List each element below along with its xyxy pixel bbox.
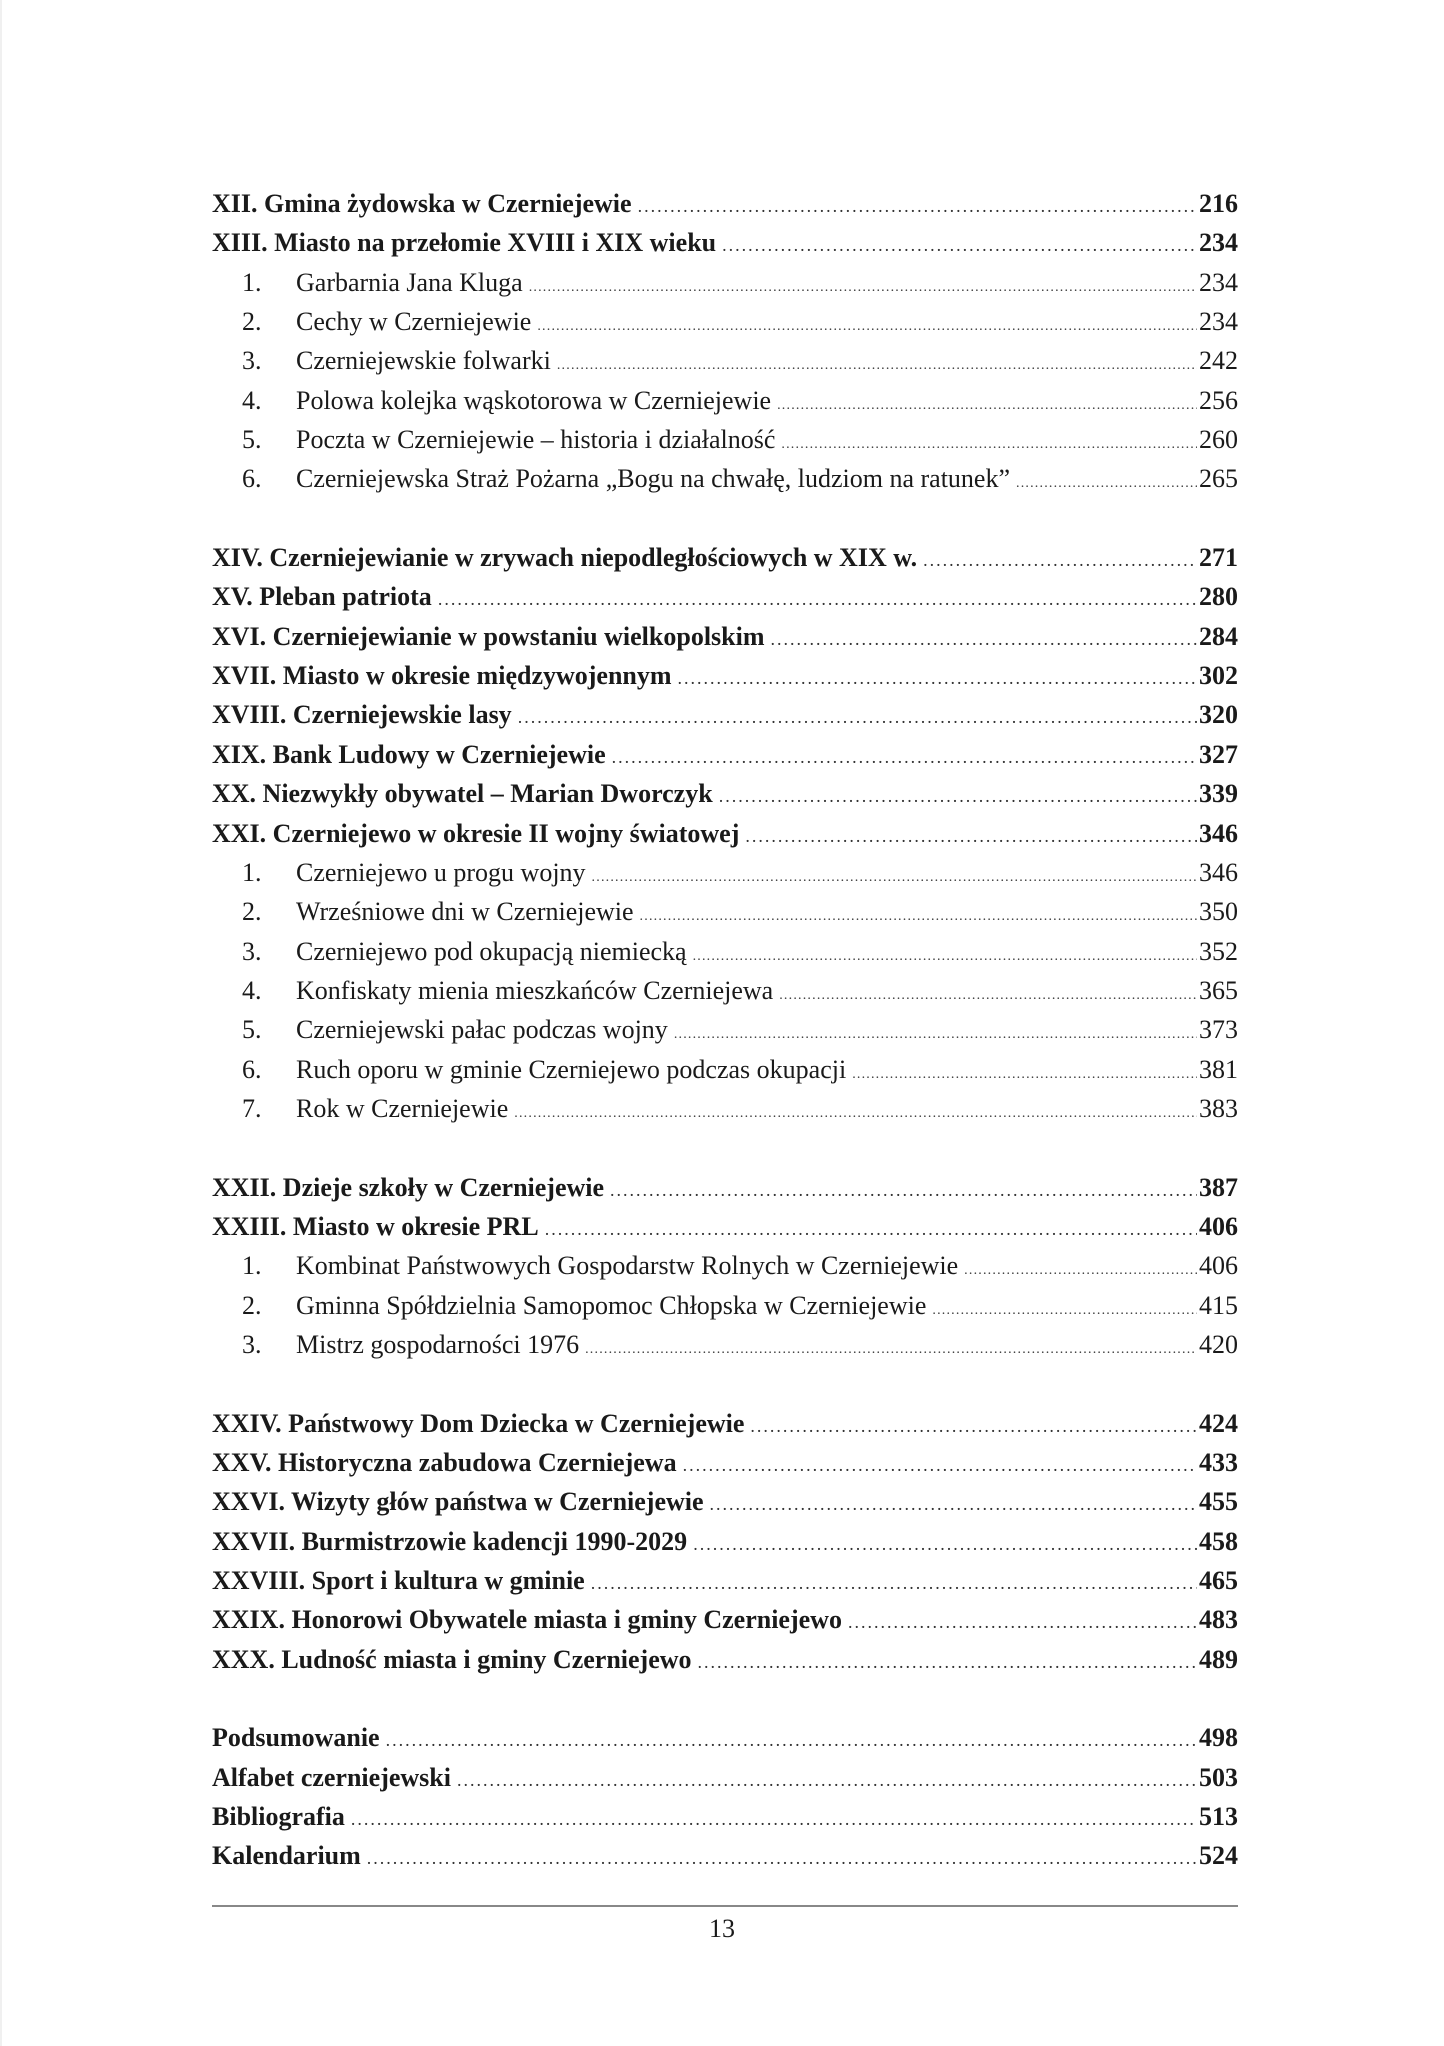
entry-title: XII. Gmina żydowska w Czerniejewie [212, 189, 632, 218]
page-number: 13 [709, 1914, 735, 1943]
entry-page-number: 465 [1199, 1566, 1238, 1596]
dot-leader [585, 1330, 1197, 1369]
entry-page-number: 339 [1199, 779, 1238, 809]
toc-chapter-entry[interactable] [212, 814, 1238, 853]
toc-chapter-entry[interactable] [212, 1600, 1238, 1639]
entry-page-number: 458 [1199, 1526, 1238, 1556]
dot-leader [640, 897, 1197, 936]
entry-page-number: 415 [1199, 1290, 1238, 1320]
entry-title: Czerniejewo u progu wojny [296, 857, 586, 887]
dot-leader [592, 858, 1197, 897]
entry-index: 6. [242, 1054, 262, 1084]
toc-chapter-entry[interactable] [212, 1640, 1238, 1679]
entry-index: 5. [242, 1015, 262, 1045]
entry-title: XXVIII. Sport i kultura w gminie [212, 1566, 585, 1596]
entry-index: 3. [242, 1329, 262, 1359]
dot-leader [591, 1564, 1197, 1603]
entry-title: XXV. Historyczna zabudowa Czerniejewa [212, 1448, 677, 1477]
entry-page-number: 256 [1199, 385, 1238, 415]
toc-chapter-entry[interactable] [212, 538, 1238, 577]
toc-chapter-entry[interactable] [212, 1758, 1238, 1797]
toc-subsection-entry[interactable] [212, 459, 1238, 498]
dot-leader [964, 1251, 1197, 1290]
entry-title: Konfiskaty mienia mieszkańców Czerniejewa [296, 975, 774, 1005]
entry-page-number: 271 [1199, 543, 1238, 573]
entry-title: XVII. Miasto w okresie międzywojennym [212, 661, 672, 691]
dot-leader [518, 698, 1197, 737]
dot-leader [852, 1055, 1197, 1094]
entry-page-number: 350 [1199, 897, 1238, 927]
dot-leader [771, 620, 1197, 659]
dot-leader [719, 777, 1197, 816]
entry-page-number: 424 [1199, 1408, 1238, 1438]
entry-page-number: 383 [1199, 1093, 1238, 1123]
toc-subsection-entry[interactable] [212, 1286, 1238, 1325]
dot-leader [779, 976, 1197, 1015]
entry-title: XXVII. Burmistrzowie kadencji 1990-2029 [212, 1526, 688, 1556]
dot-leader [722, 226, 1197, 265]
entry-index: 6. [242, 464, 262, 494]
entry-page-number: 489 [1199, 1644, 1238, 1674]
entry-page-number: 216 [1199, 189, 1238, 218]
entry-index: 2. [242, 307, 262, 337]
toc-chapter-entry[interactable] [212, 184, 1238, 223]
entry-title: Rok w Czerniejewie [296, 1093, 509, 1123]
entry-page-number: 260 [1199, 425, 1238, 455]
group-spacer [212, 1679, 1238, 1718]
toc-chapter-entry[interactable] [212, 1836, 1238, 1875]
entry-title: XXIX. Honorowi Obywatele miasta i gminy Czerniejewo [212, 1605, 842, 1635]
toc-subsection-entry[interactable] [212, 971, 1238, 1010]
entry-index: 4. [242, 385, 262, 415]
entry-title: XIV. Czerniejewianie w zrywach niepodległościowych w XIX w. [212, 543, 918, 573]
entry-index: 2. [242, 897, 262, 927]
entry-title: XXX. Ludność miasta i gminy Czerniejewo [212, 1644, 692, 1674]
dot-leader [557, 346, 1197, 385]
toc-chapter-entry[interactable] [212, 1797, 1238, 1836]
toc-subsection-entry[interactable] [212, 1010, 1238, 1049]
dot-leader [848, 1603, 1197, 1642]
entry-title: Kalendarium [212, 1841, 361, 1871]
dot-leader [638, 187, 1197, 226]
entry-title: Bibliografia [212, 1802, 345, 1832]
entry-title: XIII. Miasto na przełomie XVIII i XIX wieku [212, 228, 717, 258]
toc-chapter-entry[interactable] [212, 656, 1238, 695]
entry-page-number: 327 [1199, 739, 1238, 769]
entry-index: 3. [242, 936, 262, 966]
entry-title: Czerniejewska Straż Pożarna „Bogu na chwałę, ludziom na ratunek” [296, 464, 1010, 494]
entry-title: XXIII. Miasto w okresie PRL [212, 1211, 539, 1241]
entry-page-number: 433 [1199, 1448, 1238, 1477]
table-of-contents [212, 184, 1238, 1876]
dot-leader [745, 817, 1197, 856]
toc-chapter-entry[interactable] [212, 1168, 1238, 1207]
entry-title: Wrześniowe dni w Czerniejewie [296, 897, 634, 927]
entry-page-number: 381 [1199, 1054, 1238, 1084]
entry-page-number: 265 [1199, 464, 1238, 494]
dot-leader [693, 1525, 1197, 1564]
entry-title: Poczta w Czerniejewie – historia i działalność [296, 425, 776, 455]
entry-page-number: 234 [1199, 228, 1238, 258]
entry-title: Mistrz gospodarności 1976 [296, 1329, 580, 1359]
entry-page-number: 513 [1199, 1802, 1238, 1832]
entry-page-number: 234 [1199, 267, 1238, 297]
toc-chapter-entry[interactable] [212, 1718, 1238, 1757]
entry-page-number: 346 [1199, 818, 1238, 848]
entry-index: 5. [242, 425, 262, 455]
entry-page-number: 365 [1199, 975, 1238, 1005]
toc-subsection-entry[interactable] [212, 1246, 1238, 1285]
dot-leader [1016, 464, 1197, 503]
entry-page-number: 320 [1199, 700, 1238, 730]
toc-subsection-entry[interactable] [212, 420, 1238, 459]
toc-subsection-entry[interactable] [212, 341, 1238, 380]
group-spacer [212, 1364, 1238, 1403]
entry-title: XXIV. Państwowy Dom Dziecka w Czerniejewie [212, 1408, 745, 1438]
entry-page-number: 302 [1199, 661, 1238, 691]
footer-rule [212, 1905, 1238, 1907]
entry-page-number: 524 [1199, 1841, 1238, 1871]
entry-index: 4. [242, 975, 262, 1005]
entry-title: Czerniejewskie folwarki [296, 346, 551, 376]
entry-title: XXII. Dzieje szkoły w Czerniejewie [212, 1172, 605, 1202]
dot-leader [693, 937, 1197, 976]
toc-chapter-entry[interactable] [212, 695, 1238, 734]
entry-title: Cechy w Czerniejewie [296, 307, 532, 337]
entry-index: 7. [242, 1093, 262, 1123]
entry-title: Gminna Spółdzielnia Samopomoc Chłopska w Czerniejewie [296, 1290, 927, 1320]
entry-page-number: 234 [1199, 307, 1238, 337]
toc-chapter-entry[interactable] [212, 735, 1238, 774]
dot-leader [457, 1761, 1197, 1800]
entry-title: Ruch oporu w gminie Czerniejewo podczas okupacji [296, 1054, 847, 1084]
entry-index: 3. [242, 346, 262, 376]
entry-page-number: 406 [1199, 1251, 1238, 1281]
dot-leader [710, 1485, 1197, 1524]
entry-index: 2. [242, 1290, 262, 1320]
entry-page-number: 346 [1199, 857, 1238, 887]
entry-title: XVIII. Czerniejewskie lasy [212, 700, 512, 730]
dot-leader [610, 1171, 1197, 1210]
dot-leader [923, 541, 1197, 580]
dot-leader [367, 1839, 1197, 1878]
dot-leader [781, 425, 1197, 464]
dot-leader [537, 307, 1197, 346]
dot-leader [698, 1643, 1197, 1682]
entry-index: 1. [242, 1251, 262, 1281]
dot-leader [529, 268, 1197, 307]
entry-title: Alfabet czerniejewski [212, 1762, 451, 1792]
group-spacer [212, 499, 1238, 538]
toc-chapter-entry[interactable] [212, 1443, 1238, 1482]
toc-subsection-entry[interactable] [212, 1089, 1238, 1128]
entry-page-number: 455 [1199, 1487, 1238, 1517]
entry-index: 1. [242, 857, 262, 887]
toc-subsection-entry[interactable] [212, 932, 1238, 971]
entry-page-number: 373 [1199, 1015, 1238, 1045]
entry-title: XXVI. Wizyty głów państwa w Czerniejewie [212, 1487, 704, 1517]
entry-page-number: 387 [1199, 1172, 1238, 1202]
entry-page-number: 352 [1199, 936, 1238, 966]
entry-page-number: 406 [1199, 1211, 1238, 1241]
toc-subsection-entry[interactable] [212, 853, 1238, 892]
group-spacer [212, 1128, 1238, 1167]
dot-leader [351, 1800, 1197, 1839]
toc-chapter-entry[interactable] [212, 1522, 1238, 1561]
dot-leader [932, 1291, 1197, 1330]
toc-chapter-entry[interactable] [212, 577, 1238, 616]
toc-chapter-entry[interactable] [212, 1207, 1238, 1246]
entry-index: 1. [242, 267, 262, 297]
toc-chapter-entry[interactable] [212, 774, 1238, 813]
entry-title: Garbarnia Jana Kluga [296, 267, 523, 297]
entry-title: Czerniejewski pałac podczas wojny [296, 1015, 668, 1045]
dot-leader [612, 738, 1197, 777]
entry-title: XIX. Bank Ludowy w Czerniejewie [212, 739, 606, 769]
dot-leader [514, 1094, 1197, 1133]
entry-title: Kombinat Państwowych Gospodarstw Rolnych w Czerniejewie [296, 1251, 959, 1281]
toc-subsection-entry[interactable] [212, 892, 1238, 931]
entry-page-number: 284 [1199, 621, 1238, 651]
toc-chapter-entry[interactable] [212, 617, 1238, 656]
toc-subsection-entry[interactable] [212, 263, 1238, 302]
toc-chapter-entry[interactable] [212, 1561, 1238, 1600]
entry-title: XVI. Czerniejewianie w powstaniu wielkopolskim [212, 621, 765, 651]
dot-leader [683, 1446, 1197, 1485]
entry-title: XXI. Czerniejewo w okresie II wojny światowej [212, 818, 740, 848]
dot-leader [386, 1721, 1197, 1760]
toc-chapter-entry[interactable] [212, 1404, 1238, 1443]
toc-subsection-entry[interactable] [212, 302, 1238, 341]
dot-leader [438, 580, 1197, 619]
entry-page-number: 242 [1199, 346, 1238, 376]
dot-leader [545, 1210, 1197, 1249]
entry-page-number: 498 [1199, 1723, 1238, 1753]
dot-leader [674, 1015, 1197, 1054]
entry-title: Czerniejewo pod okupacją niemiecką [296, 936, 687, 966]
toc-chapter-entry[interactable] [212, 1482, 1238, 1521]
entry-title: XX. Niezwykły obywatel – Marian Dworczyk [212, 779, 713, 809]
entry-title: Podsumowanie [212, 1723, 380, 1753]
toc-subsection-entry[interactable] [212, 1325, 1238, 1364]
dot-leader [750, 1407, 1197, 1446]
page-edge [0, 0, 2, 2046]
toc-subsection-entry[interactable] [212, 381, 1238, 420]
dot-leader [678, 659, 1197, 698]
entry-page-number: 420 [1199, 1329, 1238, 1359]
dot-leader [777, 386, 1197, 425]
entry-page-number: 503 [1199, 1762, 1238, 1792]
toc-subsection-entry[interactable] [212, 1050, 1238, 1089]
entry-page-number: 280 [1199, 582, 1238, 612]
entry-title: XV. Pleban patriota [212, 582, 432, 612]
entry-title: Polowa kolejka wąskotorowa w Czerniejewie [296, 385, 772, 415]
toc-chapter-entry[interactable] [212, 223, 1238, 262]
entry-page-number: 483 [1199, 1605, 1238, 1635]
